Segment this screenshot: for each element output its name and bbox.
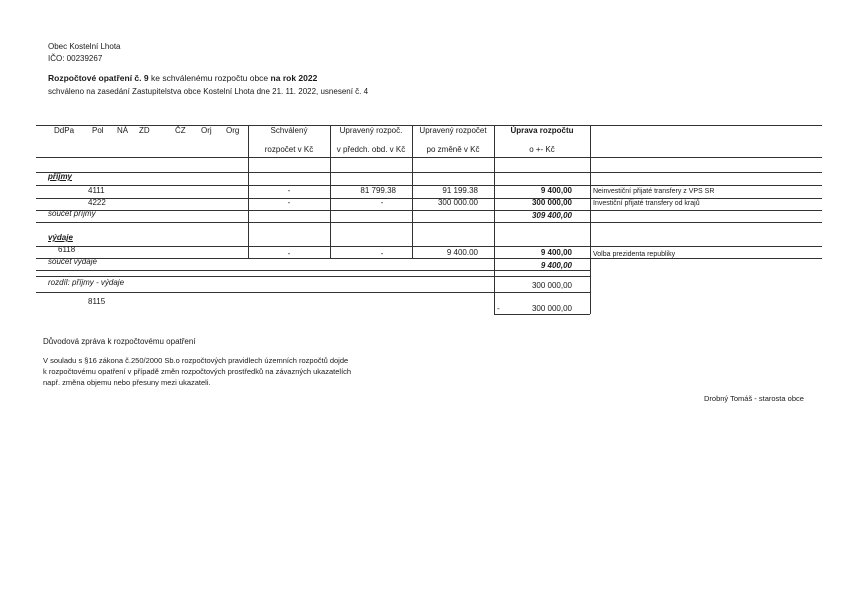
row-uprava: 300 000,00 [531, 198, 572, 207]
col-rule [590, 125, 591, 314]
row-schvaleny: - [287, 198, 291, 207]
table-rule [36, 276, 590, 277]
col-hdr-uprava-2: o +- Kč [529, 145, 555, 154]
col-hdr-schvaleny-1: Schválený [270, 126, 308, 135]
approval-note: schváleno na zasedání Zastupitelstva obce Kostelní Lhota dne 21. 11. 2022, usnesení č. 4 [48, 87, 369, 96]
soucet-prijmy-label: součet příjmy [48, 209, 96, 218]
col-hdr-uprava-1: Úprava rozpočtu [510, 126, 574, 135]
col-hdr-pol: Pol [92, 126, 104, 135]
row-po: 9 400.00 [446, 248, 478, 257]
title-part-a: Rozpočtové opatření č. 9 [48, 73, 149, 83]
col-hdr-po-1: Upravený rozpočet [419, 126, 487, 135]
row-uprava: 9 400,00 [540, 248, 572, 257]
table-rule [36, 222, 822, 223]
reason-line: např. změna objemu nebo přesuny mezi ukazateli. [43, 378, 211, 387]
row-pred: - [380, 198, 384, 207]
col-hdr-org: Org [226, 126, 240, 135]
row-note: Volba prezidenta republiky [593, 251, 676, 258]
title-part-b: ke schválenému rozpočtu obce [150, 73, 269, 83]
table-rule [36, 157, 822, 158]
page-title [48, 73, 317, 83]
row-note: Neinvestiční přijaté transfery z VPS SR [593, 188, 715, 195]
row-code: 4222 [88, 198, 106, 207]
col-hdr-po-2: po změně v Kč [426, 145, 480, 154]
reason-line: k rozpočtovému opatření v případě změn rozpočtových prostředků na závazných ukazatelích [43, 367, 352, 376]
table-rule [36, 292, 590, 293]
table-rule [494, 314, 590, 315]
col-hdr-orj: Orj [201, 126, 212, 135]
rozdil-value: 300 000,00 [531, 281, 572, 290]
col-hdr-ddpa: DdPa [54, 126, 75, 135]
row-note: Investiční přijaté transfery od krajů [593, 200, 700, 207]
col-hdr-pred-2: v předch. obd. v Kč [336, 145, 406, 154]
row-schvaleny: - [287, 249, 291, 258]
col-hdr-na: NÁ [117, 126, 129, 135]
section-prijmy: příjmy [48, 172, 73, 181]
row-po: 91 199.38 [442, 186, 478, 195]
row-code: 6118 [58, 245, 76, 254]
table-rule [36, 246, 822, 247]
row-pred: 81 799.38 [360, 186, 396, 195]
value-8115: 300 000,00 [531, 304, 572, 313]
soucet-vydaje-label: součet výdaje [48, 257, 97, 266]
row-schvaleny: - [287, 186, 291, 195]
soucet-prijmy-value: 309 400,00 [531, 211, 572, 220]
org-name: Obec Kostelní Lhota [48, 42, 121, 51]
title-part-c: na rok 2022 [270, 73, 318, 83]
rozdil-label: rozdíl: příjmy - výdaje [48, 278, 125, 287]
table-rule [36, 210, 822, 211]
row-code: 4111 [88, 186, 105, 195]
col-hdr-zd: ZD [139, 126, 150, 135]
signature: Drobný Tomáš - starosta obce [704, 394, 804, 403]
section-vydaje: výdaje [48, 233, 73, 242]
col-hdr-cz: ČZ [175, 126, 186, 135]
minus-sign: - [497, 304, 500, 313]
reason-line: V souladu s §16 zákona č.250/2000 Sb.o rozpočtových pravidlech územních rozpočtů dojde [43, 356, 349, 365]
row-po: 300 000.00 [437, 198, 478, 207]
ico: IČO: 00239267 [48, 54, 103, 63]
col-hdr-schvaleny-2: rozpočet v Kč [264, 145, 314, 154]
row-pred: - [380, 249, 384, 258]
table-rule [36, 172, 822, 173]
col-hdr-pred-1: Upravený rozpoč. [339, 126, 403, 135]
reason-title: Důvodová zpráva k rozpočtovému opatření [43, 337, 196, 346]
code-8115: 8115 [88, 297, 106, 306]
row-uprava: 9 400,00 [540, 186, 572, 195]
soucet-vydaje-value: 9 400,00 [540, 261, 572, 270]
